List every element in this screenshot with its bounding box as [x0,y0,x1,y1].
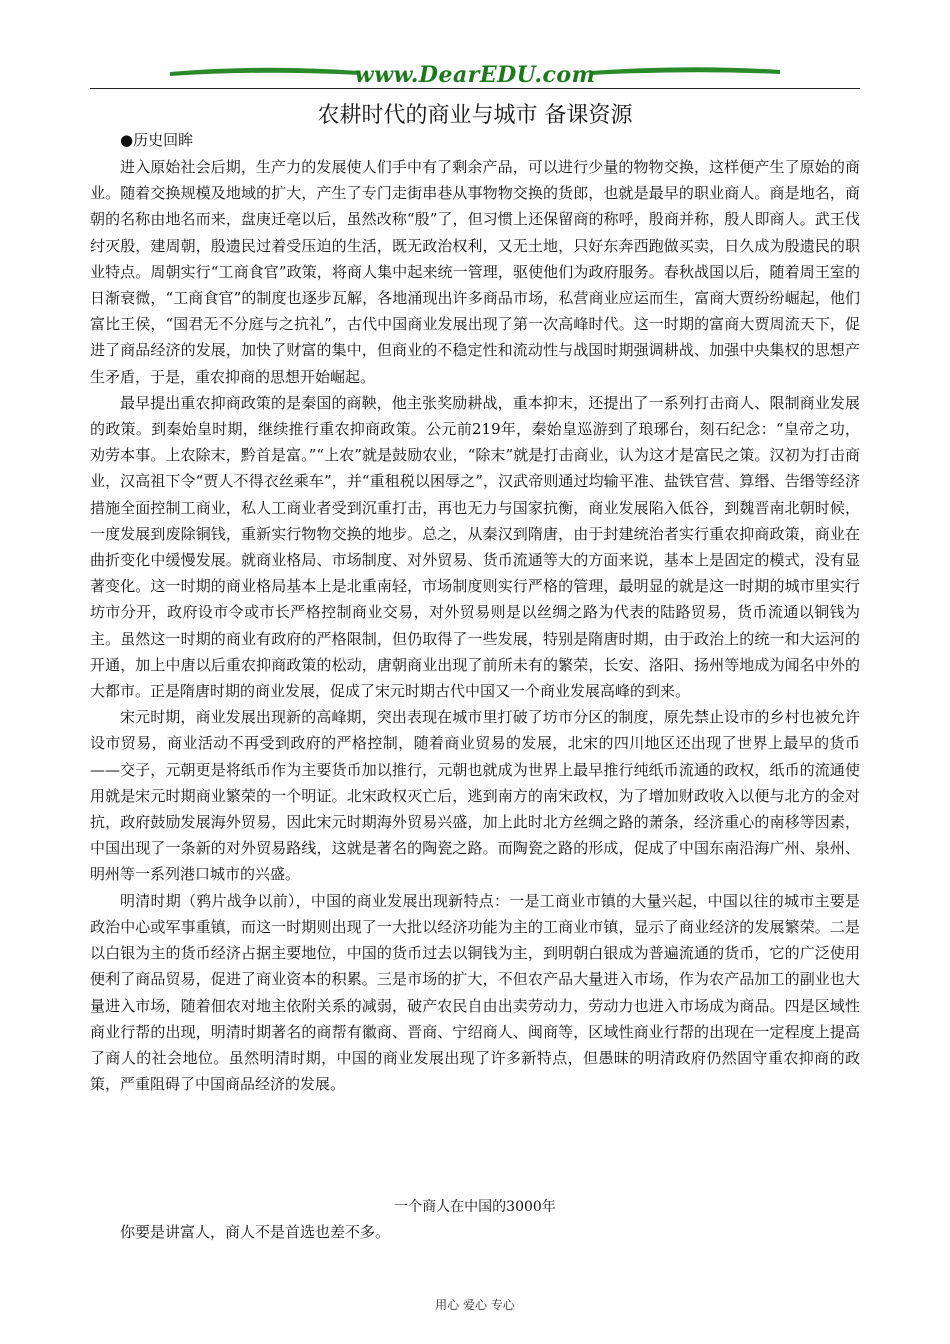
page-title: 农耕时代的商业与城市 备课资源 [317,103,633,128]
header-divider [90,88,860,89]
closing-line: 你要是讲富人，商人不是首选也差不多。 [120,1223,391,1241]
section-label: ●历史回眸 [120,131,194,149]
page-footer: 用心 爱心 专心 [435,1298,515,1312]
paragraph-3: 宋元时期，商业发展出现新的高峰期，突出表现在城市里打破了坊市分区的制度，原先禁止设市的乡村也被允许设市贸易，商业活动不再受到政府的严格控制，随着商业贸易的发展，北宋的四川地区还出现了世界上最早的货币——交子，元朝更是将纸币作为主要货币加以推行，元朝也就成为世界上最早推行纯纸币流通的政权，纸币的流通使用就是宋元时期商业繁荣的一个明证。北宋政权灭亡后，逃到南方的南宋政权，为了增加财政收入以便与北方的金对抗，政府鼓励发展海外贸易，因此宋元时期海外贸易兴盛，加上此时北方丝绸之路的萧条，经济重心的南移等因素，中国出现了一条新的对外贸易路线，这就是著名的陶瓷之路。而陶瓷之路的形成，促成了中国东南沿海广州、泉州、明州等一系列港口城市的兴盛。 [90,708,860,884]
paragraph-4: 明清时期（鸦片战争以前），中国的商业发展出现新特点：一是工商业市镇的大量兴起，中国以往的城市主要是政治中心或军事重镇，而这一时期则出现了一大批以经济功能为主的工商业市镇，显示了商业经济的发展繁荣。二是以白银为主的货币经济占据主要地位，中国的货币过去以铜钱为主，到明朝白银成为普遍流通的货币，它的广泛使用便利了商品贸易，促进了商业资本的积累。三是市场的扩大，不但农产品大量进入市场，作为农产品加工的副业也大量进入市场，随着佃农对地主依附关系的减弱，破产农民自由出卖劳动力，劳动力也进入市场成为商品。四是区域性商业行帮的出现，明清时期著名的商帮有徽商、晋商、宁绍商人、闽商等，区域性商业行帮的出现在一定程度上提高了商人的社会地位。虽然明清时期，中国的商业发展出现了许多新特点，但愚昧的明清政府仍然固守重农抑商的政策，严重阻碍了中国商品经济的发展。 [90,891,860,1094]
paragraph-2: 最早提出重农抑商政策的是秦国的商鞅，他主张奖励耕战，重本抑末，还提出了一系列打击商人、限制商业发展的政策。到秦始皇时期，继续推行重农抑商政策。公元前219年，秦始皇巡游到了琅琊台，刻石纪念：“皇帝之功，劝劳本事。上农除末，黔首是富。”“上农”就是鼓励农业，“除末”就是打击商业，认为这才是富民之策。汉初为打击商业，汉高祖下令“贾人不得衣丝乘车”，并“重租税以困辱之”，汉武帝则通过均输平准、盐铁官营、算缗、告缗等经济措施全面控制工商业，私人工商业者受到沉重打击，再也无力与国家抗衡，商业发展陷入低谷，到魏晋南北朝时候，一度发展到废除铜钱，重新实行物物交换的地步。总之，从秦汉到隋唐，由于封建统治者实行重农抑商政策，商业在曲折变化中缓慢发展。就商业格局、市场制度、对外贸易、货币流通等大的方面来说，基本上是固定的模式，没有显著变化。这一时期的商业格局基本上是北重南轻，市场制度则实行严格的管理，最明显的就是这一时期的城市里实行坊市分开，政府设市令或市长严格控制商业交易，对外贸易则是以丝绸之路为代表的陆路贸易，货币流通以铜钱为主。虽然这一时期的商业有政府的严格限制，但仍取得了一些发展，特别是隋唐时期，由于政治上的统一和大运河的开通，加上中唐以后重农抑商政策的松动，唐朝商业出现了前所未有的繁荣，长安、洛阳、扬州等地成为闻名中外的大都市。正是隋唐时期的商业发展，促成了宋元时期古代中国又一个商业发展高峰的到来。 [90,393,860,701]
site-header [0,0,950,100]
sub-heading: 一个商人在中国的3000年 [394,1199,556,1215]
site-logo[interactable]: www.DearEDU.com [354,62,596,88]
paragraph-1: 进入原始社会后期，生产力的发展使人们手中有了剩余产品，可以进行少量的物物交换，这样便产生了原始的商业。随着交换规模及地域的扩大，产生了专门走街串巷从事物物交换的货郎，也就是最早的职业商人。商是地名，商朝的名称由地名而来，盘庚迁亳以后，虽然改称“殷”了，但习惯上还保留商的称呼，殷商并称，殷人即商人。武王伐纣灭殷，建周朝，殷遗民过着受压迫的生活，既无政治权利，又无土地，只好东奔西跑做买卖，日久成为殷遗民的职业特点。周朝实行“工商食官”政策，将商人集中起来统一管理，驱使他们为政府服务。春秋战国以后，随着周王室的日渐衰微，“工商食官”的制度也逐步瓦解，各地涌现出许多商品市场，私营商业应运而生，富商大贾纷纷崛起，他们富比王侯，“国君无不分庭与之抗礼”，古代中国商业发展出现了第一次高峰时代。这一时期的富商大贾周流天下，促进了商品经济的发展，加快了财富的集中，但商业的不稳定性和流动性与战国时期强调耕战、加强中央集权的思想产生矛盾，于是，重农抑商的思想开始崛起。 [90,158,860,386]
document-body [90,130,860,1097]
